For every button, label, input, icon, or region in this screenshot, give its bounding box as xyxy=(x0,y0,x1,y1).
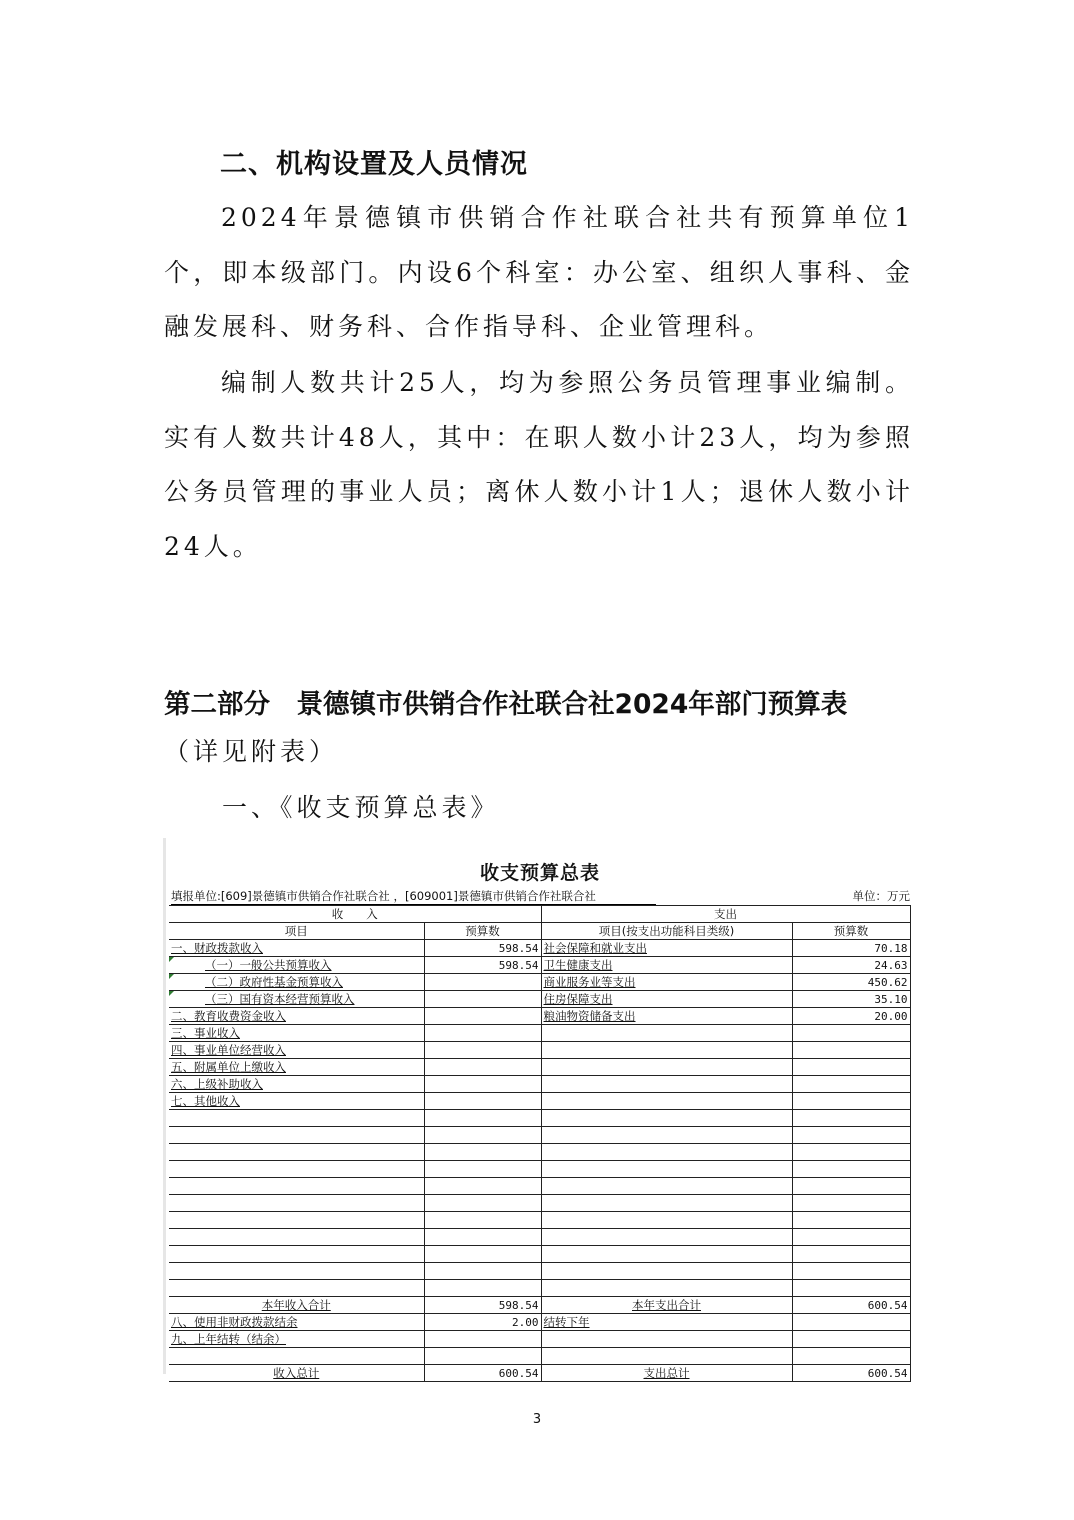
blank-row xyxy=(169,1246,910,1263)
year-expense-total: 600.54 xyxy=(792,1297,910,1314)
table-section-header-row xyxy=(169,906,910,923)
income-amount xyxy=(424,1093,541,1110)
table-row xyxy=(169,1025,910,1042)
income-item: 一、财政拨款收入 xyxy=(169,940,424,957)
table-row xyxy=(169,1076,910,1093)
row8-amount: 2.00 xyxy=(424,1314,541,1331)
section-heading: 二、机构设置及人员情况 xyxy=(220,149,528,180)
page-number: 3 xyxy=(532,1412,542,1427)
expense-grand-total: 600.54 xyxy=(792,1365,910,1382)
expense-header: 支出 xyxy=(541,906,910,923)
income-item: （二）政府性基金预算收入 xyxy=(169,974,424,991)
income-amount xyxy=(424,1076,541,1093)
unit-label: 单位：万元 xyxy=(852,889,910,903)
table-row xyxy=(169,991,910,1008)
expense-item xyxy=(541,1059,792,1076)
income-amount: 598.54 xyxy=(424,940,541,957)
row8-label: 八、使用非财政拨款结余 xyxy=(169,1314,424,1331)
income-item: 五、附属单位上缴收入 xyxy=(169,1059,424,1076)
income-item: 二、教育收费资金收入 xyxy=(169,1008,424,1025)
expense-amount xyxy=(792,1076,910,1093)
expense-amount: 450.62 xyxy=(792,974,910,991)
blank-row xyxy=(169,1144,910,1161)
expense-amount: 20.00 xyxy=(792,1008,910,1025)
col-expense-amount: 预算数 xyxy=(792,923,910,940)
year-expense-total-label: 本年支出合计 xyxy=(541,1297,792,1314)
income-amount xyxy=(424,991,541,1008)
income-amount xyxy=(424,1008,541,1025)
row-9 xyxy=(169,1331,910,1348)
sheet-title: 收支预算总表 xyxy=(479,862,600,884)
income-amount xyxy=(424,1042,541,1059)
budget-sheet xyxy=(163,838,914,1380)
table-row xyxy=(169,974,910,991)
expense-item: 粮油物资储备支出 xyxy=(541,1008,792,1025)
blank-row xyxy=(169,1280,910,1297)
row9-label: 九、上年结转（结余） xyxy=(169,1331,424,1348)
expense-amount: 24.63 xyxy=(792,957,910,974)
expense-item: 住房保障支出 xyxy=(541,991,792,1008)
grand-total-row xyxy=(169,1365,910,1382)
income-item: 四、事业单位经营收入 xyxy=(169,1042,424,1059)
income-header: 收 入 xyxy=(169,906,541,923)
table-row xyxy=(169,1093,910,1110)
paragraph-units: 2024年景德镇市供销合作社联合社共有预算单位1个，即本级部门。内设6个科室：办公室、组织人事科、金融发展科、财务科、合作指导科、企业管理科。 xyxy=(164,203,914,341)
blank-row xyxy=(169,1178,910,1195)
income-grand-total: 600.54 xyxy=(424,1365,541,1382)
income-item: （三）国有资本经营预算收入 xyxy=(169,991,424,1008)
expense-amount xyxy=(792,1093,910,1110)
expense-item: 卫生健康支出 xyxy=(541,957,792,974)
income-item: 六、上级补助收入 xyxy=(169,1076,424,1093)
expense-amount: 35.10 xyxy=(792,991,910,1008)
blank-row xyxy=(169,1127,910,1144)
table-row xyxy=(169,1059,910,1076)
part-note: （详见附表） xyxy=(164,737,339,766)
income-grand-total-label: 收入总计 xyxy=(169,1365,424,1382)
year-income-total-label: 本年收入合计 xyxy=(169,1297,424,1314)
expense-amount xyxy=(792,1042,910,1059)
table-row xyxy=(169,957,910,974)
part-title: 第二部分 景德镇市供销合作社联合社2024年部门预算表 xyxy=(164,689,848,720)
expense-item xyxy=(541,1093,792,1110)
col-expense-item: 项目(按支出功能科目类级) xyxy=(541,923,792,940)
table-column-header-row xyxy=(169,923,910,940)
table-subtitle: 一、《收支预算总表》 xyxy=(222,793,500,822)
year-total-row xyxy=(169,1297,910,1314)
expense-amount xyxy=(792,1059,910,1076)
paragraph-staff: 编制人数共计25人，均为参照公务员管理事业编制。实有人数共计48人，其中：在职人数小计23人，均为参照公务员管理的事业人员；离休人数小计1人；退休人数小计24人。 xyxy=(164,368,914,561)
expense-item xyxy=(541,1042,792,1059)
blank-row xyxy=(169,1195,910,1212)
carry-forward-label: 结转下年 xyxy=(541,1314,792,1331)
income-item: 七、其他收入 xyxy=(169,1093,424,1110)
expense-item: 社会保障和就业支出 xyxy=(541,940,792,957)
table-row xyxy=(169,1042,910,1059)
expense-item: 商业服务业等支出 xyxy=(541,974,792,991)
blank-row xyxy=(169,1263,910,1280)
blank-row xyxy=(169,1110,910,1127)
blank-row xyxy=(169,1229,910,1246)
income-item: （一）一般公共预算收入 xyxy=(169,957,424,974)
table-row xyxy=(169,940,910,957)
year-income-total: 598.54 xyxy=(424,1297,541,1314)
expense-item xyxy=(541,1025,792,1042)
expense-amount xyxy=(792,1025,910,1042)
budget-table xyxy=(169,905,911,1382)
col-income-item: 项目 xyxy=(169,923,424,940)
income-amount xyxy=(424,1059,541,1076)
expense-grand-total-label: 支出总计 xyxy=(541,1365,792,1382)
income-amount xyxy=(424,974,541,991)
blank-row xyxy=(169,1161,910,1178)
blank-row xyxy=(169,1348,910,1365)
income-item: 三、事业收入 xyxy=(169,1025,424,1042)
fill-unit: 填报单位:[609]景德镇市供销合作社联合社 ，[609001]景德镇市供销合作社联合社 xyxy=(171,888,656,905)
expense-amount: 70.18 xyxy=(792,940,910,957)
blank-row xyxy=(169,1212,910,1229)
expense-item xyxy=(541,1076,792,1093)
income-amount: 598.54 xyxy=(424,957,541,974)
table-row xyxy=(169,1008,910,1025)
income-amount xyxy=(424,1025,541,1042)
row-8 xyxy=(169,1314,910,1331)
col-income-amount: 预算数 xyxy=(424,923,541,940)
